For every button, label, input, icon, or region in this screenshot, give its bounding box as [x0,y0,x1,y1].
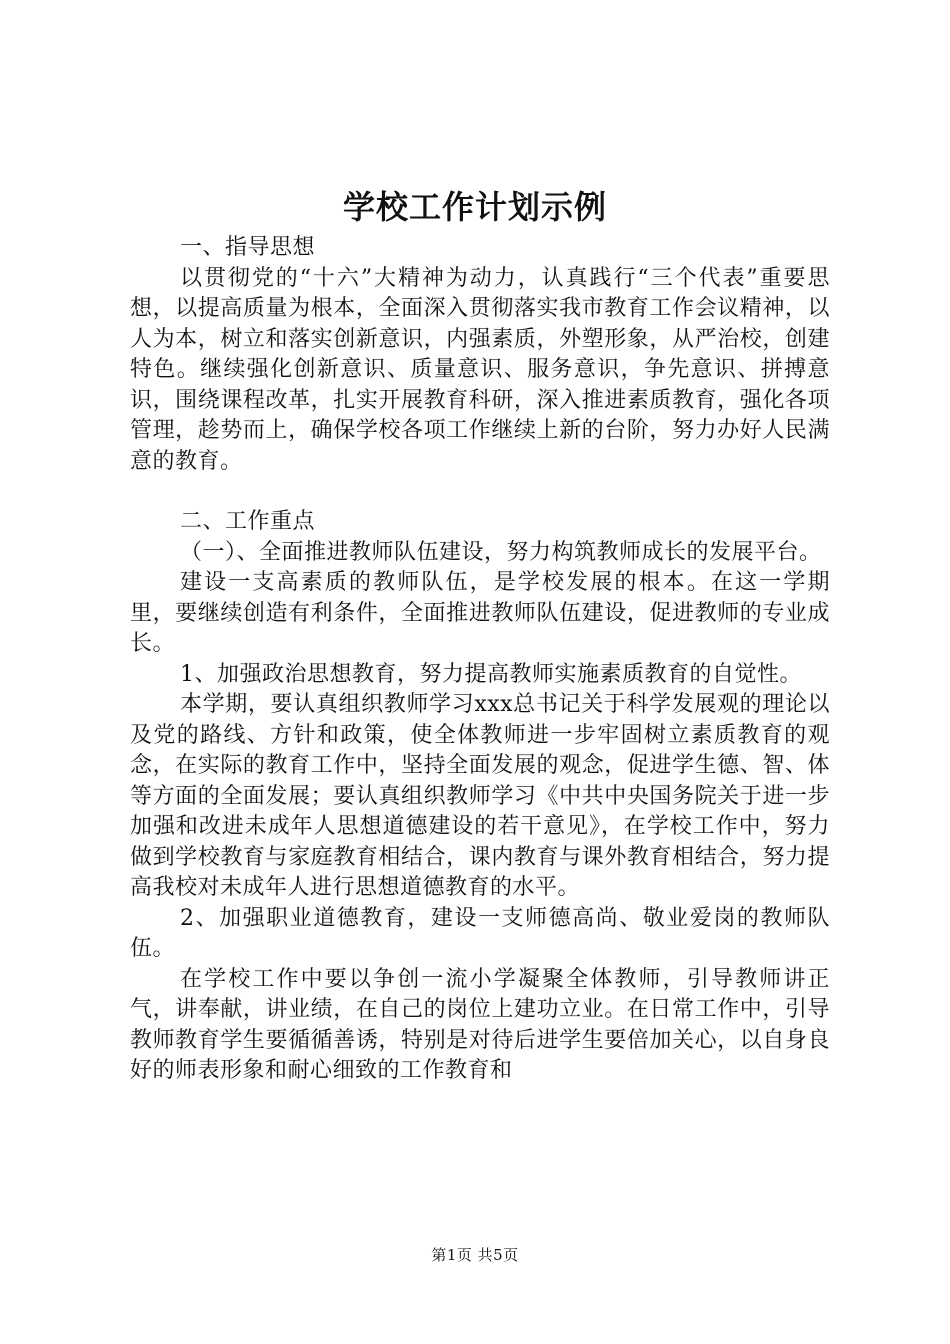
item-heading-professional-ethics: 2、加强职业道德教育，建设一支师德高尚、敬业爱岗的教师队伍。 [130,905,830,961]
subsection-heading-teacher-team: （一）、全面推进教师队伍建设，努力构筑教师成长的发展平台。 [180,539,822,565]
paragraph-political-education: 本学期，要认真组织教师学习xxx总书记关于科学发展观的理论以及党的路线、方针和政策，使全体教师进一步牢固树立素质教育的观念，在实际的教育工作中，坚持全面发展的观念，促进学生德、智、体等方面的全面发展；要认真组织教师学习《中共中央国务院关于进一步加强和改进未成年人思想道德建设的若干意见》，在学校工作中，努力做到学校教育与家庭教育相结合，课内教育与课外教育相结合，努力提高我校对未成年人进行思想道德教育的水平。 [130,692,830,900]
paragraph-teacher-team: 建设一支高素质的教师队伍，是学校发展的根本。在这一学期里，要继续创造有利条件，全面推进教师队伍建设，促进教师的专业成长。 [130,570,830,656]
document-body [130,233,830,1087]
item-heading-political-education: 1、加强政治思想教育，努力提高教师实施素质教育的自觉性。 [180,661,802,687]
section-heading-work-focus: 二、工作重点 [180,509,316,534]
section-heading-guiding-thought: 一、指导思想 [180,235,316,260]
paragraph-guiding-thought: 以贯彻党的“十六”大精神为动力，认真践行“三个代表”重要思想，以提高质量为根本，全面深入贯彻落实我市教育工作会议精神，以人为本，树立和落实创新意识，内强素质，外塑形象，从严治校，创建特色。继续强化创新意识、质量意识、服务意识，争先意识、拼搏意识，围绕课程改革，扎实开展教育科研，深入推进素质教育，强化各项管理，趁势而上，确保学校各项工作继续上新的台阶，努力办好人民满意的教育。 [130,265,830,474]
paragraph-professional-ethics: 在学校工作中要以争创一流小学凝聚全体教师，引导教师讲正气，讲奉献，讲业绩，在自己的岗位上建功立业。在日常工作中，引导教师教育学生要循循善诱，特别是对待后进学生要倍加关心，以自身良好的师表形象和耐心细致的工作教育和 [130,966,830,1083]
page-number: 第1页 共5页 [431,1246,519,1264]
document-title: 学校工作计划示例 [342,188,607,226]
paragraph-spacer [130,477,830,507]
